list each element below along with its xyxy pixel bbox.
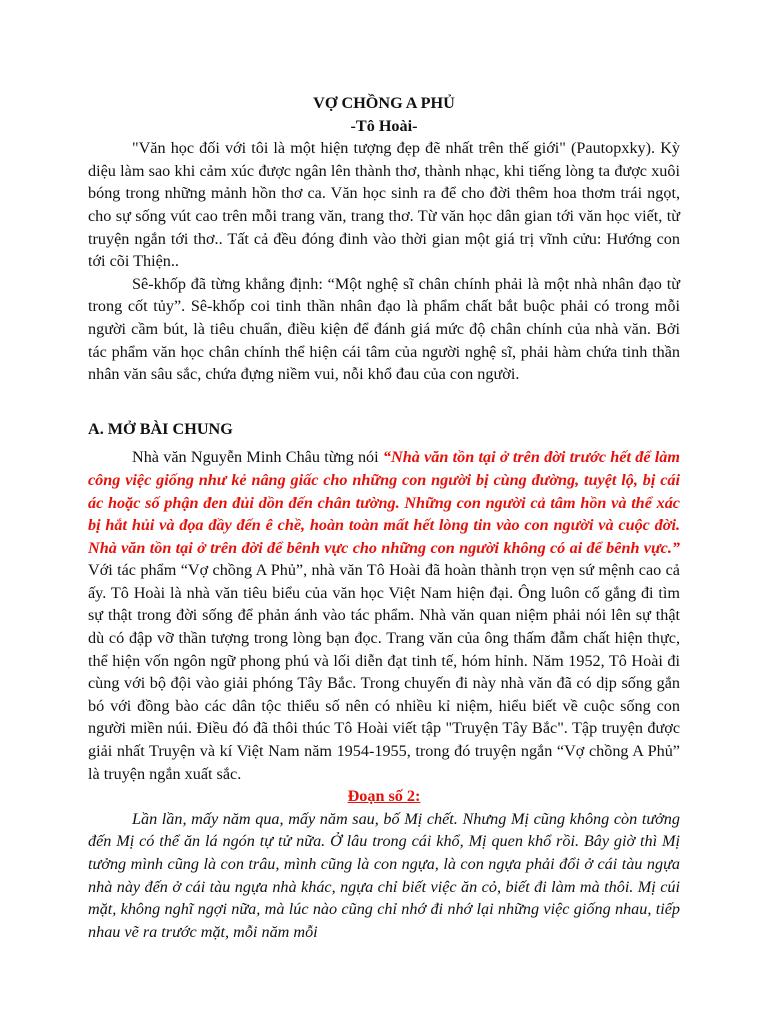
intro-paragraph-1: "Văn học đối với tôi là một hiện tượng đẹp đẽ nhất trên thế giới" (Pautopxky). Kỳ diệu làm sao khi cảm xúc được ngân lên thành thơ, thành nhạc, khi tiếng lòng ta được xuôi bóng trong những mảnh hồn thơ ca. Văn học sinh ra để cho đời thêm hoa thơm trái ngọt, cho sự sống vút cao trên mỗi trang văn, trang thơ. Từ văn học dân gian tới văn học viết, từ truyện ngắn tới thơ.. Tất cả đều đóng đinh vào thời gian một giá trị vĩnh cửu: Hướng con tới cõi Thiện.. bbox=[88, 139, 680, 271]
section-paragraph bbox=[88, 446, 680, 785]
excerpt-paragraph: Lần lần, mấy năm qua, mấy năm sau, bố Mị chết. Nhưng Mị cũng không còn tưởng đến Mị có thể ăn lá ngón tự tử nữa. Ở lâu trong cái khổ, Mị quen khổ rồi. Bây giờ thì Mị tưởng mình cũng là con trâu, mình cũng là con ngựa, là con ngựa phải đổi ở cái tàu ngựa nhà này đến ở cái tàu ngựa nhà khác, ngựa chỉ biết việc ăn cỏ, biết đi làm mà thôi. Mị cúi mặt, không nghĩ ngợi nữa, mà lúc nào cũng chỉ nhớ đi nhớ lại những việc giống nhau, tiếp nhau vẽ ra trước mặt, mỗi năm mỗi bbox=[88, 809, 680, 941]
section-paragraph-lead: Nhà văn Nguyễn Minh Châu từng nói bbox=[132, 448, 383, 467]
section-paragraph-rest: Với tác phẩm “Vợ chồng A Phủ”, nhà văn Tô Hoài đã hoàn thành trọn vẹn sứ mệnh cao cả ấy. Tô Hoài là nhà văn tiêu biểu của văn học Việt Nam hiện đại. Ông luôn cố gắng đi tìm sự thật trong đời sống để phản ánh vào tác phẩm. Nhà văn quan niệm phải nói lên sự thật dù có đập vỡ thần tượng trong lòng bạn đọc. Trang văn của ông thấm đẫm chất hiện thực, thể hiện vốn ngôn ngữ phong phú và lối diễn đạt tinh tế, hóm hỉnh. Năm 1952, Tô Hoài đi cùng với bộ đội vào giải phóng Tây Bắc. Trong chuyến đi này nhà văn đã có dịp sống gắn bó với đồng bào các dân tộc thiểu số nên có nhiều kỉ niệm, hiểu biết về cuộc sống con người miền núi. Điều đó đã thôi thúc Tô Hoài viết tập "Truyện Tây Bắc". Tập truyện được giải nhất Truyện và kí Việt Nam năm 1954-1955, trong đó truyện ngắn “Vợ chồng A Phủ” là truyện ngắn xuất sắc. bbox=[88, 561, 680, 783]
highlighted-quote: “Nhà văn tồn tại ở trên đời trước hết để làm công việc giống như kẻ nâng giấc cho những con người bị cùng đường, tuyệt lộ, bị cái ác hoặc số phận đen đủi dồn đến chân tường. Những con người cả tâm hồn và thể xác bị hắt hủi và đọa đầy đến ê chề, hoàn toàn mất hết lòng tin vào con người và cuộc đời. Nhà văn tồn tại ở trên đời để bênh vực cho những con người không có ai để bênh vực.” bbox=[88, 448, 680, 557]
document-author: -Tô Hoài- bbox=[350, 116, 418, 135]
document-title: VỢ CHỒNG A PHỦ bbox=[313, 94, 455, 112]
document-page bbox=[88, 92, 680, 943]
section-heading: A. MỞ BÀI CHUNG bbox=[88, 419, 233, 438]
intro-paragraph-2: Sê-khốp đã từng khẳng định: “Một nghệ sĩ chân chính phải là một nhà nhân đạo từ trong cốt tủy”. Sê-khốp coi tinh thần nhân đạo là phẩm chất bắt buộc phải có trong mỗi người cầm bút, là tiêu chuẩn, điều kiện để đánh giá mức độ chân chính của nhà văn. Bởi tác phẩm văn học chân chính thể hiện cái tâm của người nghệ sĩ, phải hàm chứa tinh thần nhân văn sâu sắc, chứa đựng niềm vui, nỗi khổ đau của con người. bbox=[88, 274, 680, 384]
excerpt-heading: Đoạn số 2: bbox=[347, 787, 421, 806]
